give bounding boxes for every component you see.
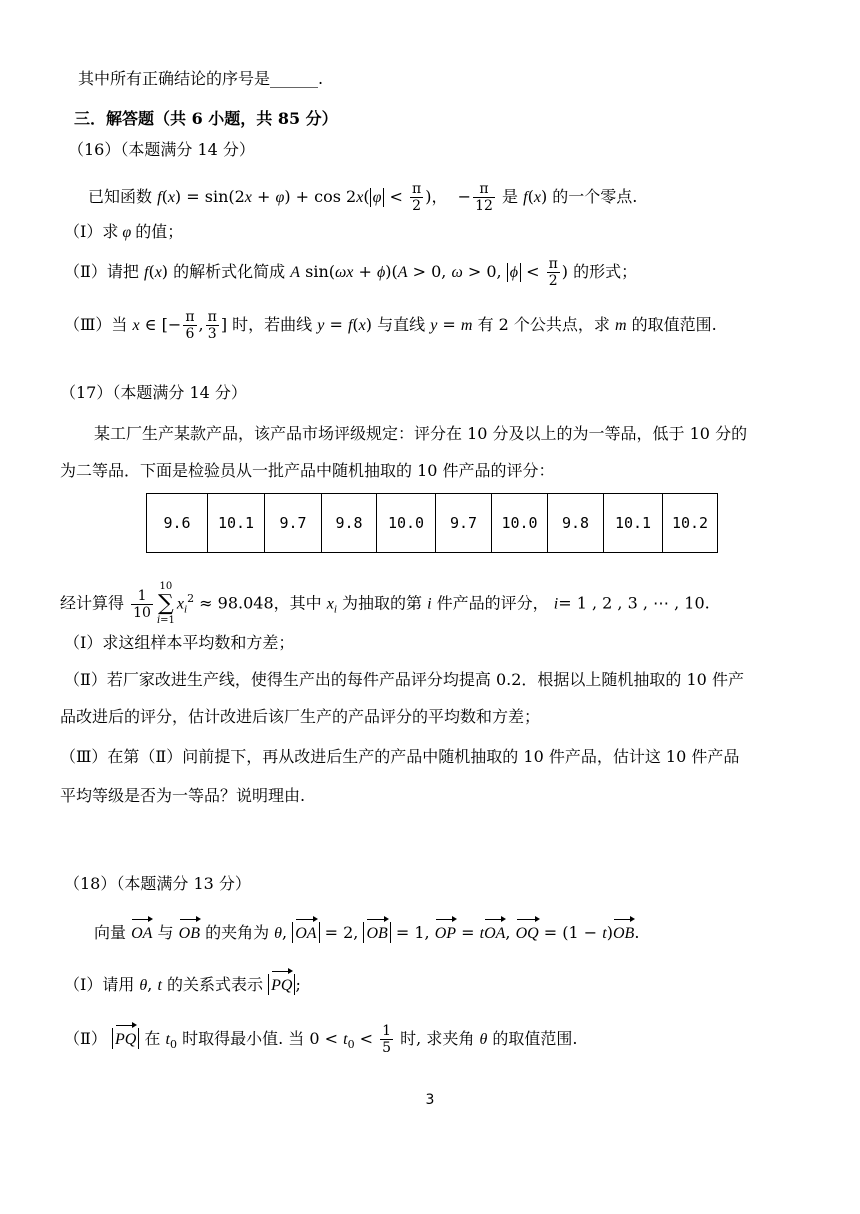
q18-header: （18）（本题满分 13 分） [64, 874, 251, 893]
score-cell-8: 9.8 [548, 494, 604, 553]
q18-stem: 向量 OA 与 OB 的夹角为 θ, OA = 2, OB = 1, OP = tOA, OQ = (1 − t)OB. [94, 918, 639, 946]
score-cell-2: 10.1 [208, 494, 265, 553]
q17-calc: 经计算得 $\frac{1}{10}$ 10 ∑ $i=1x_i^2 \approx 98.048$，其中 $x_i$ 为抽取的第 i 件产品的评分， i= 1 , 2 , 3 , ⋯ , 10. [60, 581, 710, 626]
q17-part2-line1: （Ⅱ）若厂家改进生产线，使得生产出的每件产品评分均提高 0.2．根据以上随机抽取的 10 件产 [64, 670, 744, 689]
q16-header: （16）（本题满分 14 分） [68, 140, 255, 159]
score-cell-9: 10.1 [604, 494, 663, 553]
score-cell-10: 10.2 [663, 494, 718, 553]
score-cell-5: 10.0 [377, 494, 436, 553]
q17-intro-line2: 为二等品．下面是检验员从一批产品中随机抽取的 10 件产品的评分： [60, 461, 555, 480]
table-row [147, 494, 718, 553]
score-table [146, 493, 718, 553]
q18-part2: （Ⅱ） PQ 在 $t_0$ 时取得最小值. 当 $0 < t_0$ < $\frac{1}{5}$ 时, 求夹角 θ 的取值范围. [64, 1023, 578, 1056]
q17-part2-line2: 品改进后的评分，估计改进后该厂生产的产品评分的平均数和方差； [60, 707, 541, 726]
q18-part1: （Ⅰ）请用 θ, t 的关系式表示 PQ ; [64, 970, 301, 998]
score-cell-3: 9.7 [265, 494, 322, 553]
q17-part3-line2: 平均等级是否为一等品？说明理由. [60, 786, 306, 805]
page-number: 3 [425, 1092, 435, 1108]
q16-part1: （Ⅰ）求 φ 的值； [64, 222, 184, 241]
q17-header: （17）（本题满分 14 分） [60, 383, 247, 402]
q16-stem: 已知函数 f(x) = sin(2x + φ) + cos 2x( φ < $\frac{\pi}{2}$ )， − $\frac{\pi}{12}$ 是 f(x) 的一个零点. [88, 181, 638, 214]
q16-part2: （Ⅱ）请把 f(x) 的解析式化简成 A sin(ωx + ϕ)(A > 0, ω > 0, ϕ < $\frac{\pi}{2}$ ) 的形式； [64, 256, 638, 289]
q17-part1: （Ⅰ）求这组样本平均数和方差； [64, 633, 295, 652]
q16-part3: （Ⅲ）当 x ∈ [− $\frac{\pi}{6}$ , $\frac{\pi}{3}$ ] 时，若曲线 y = f(x) 与直线 y = m 有 2 个公共点，求 m 的取值范围. [64, 309, 717, 342]
score-cell-6: 9.7 [436, 494, 492, 553]
previous-question-tail: 其中所有正确结论的序号是______. [78, 69, 324, 88]
section-heading: 三．解答题（共 6 小题，共 85 分） [74, 109, 338, 128]
score-cell-7: 10.0 [492, 494, 548, 553]
score-cell-4: 9.8 [322, 494, 377, 553]
q17-part3-line1: （Ⅲ）在第（Ⅱ）问前提下，再从改进后生产的产品中随机抽取的 10 件产品，估计这 10 件产品 [60, 747, 740, 766]
q17-intro-line1: 某工厂生产某款产品，该产品市场评级规定：评分在 10 分及以上的为一等品，低于 10 分的 [94, 424, 748, 443]
score-cell-1: 9.6 [147, 494, 208, 553]
